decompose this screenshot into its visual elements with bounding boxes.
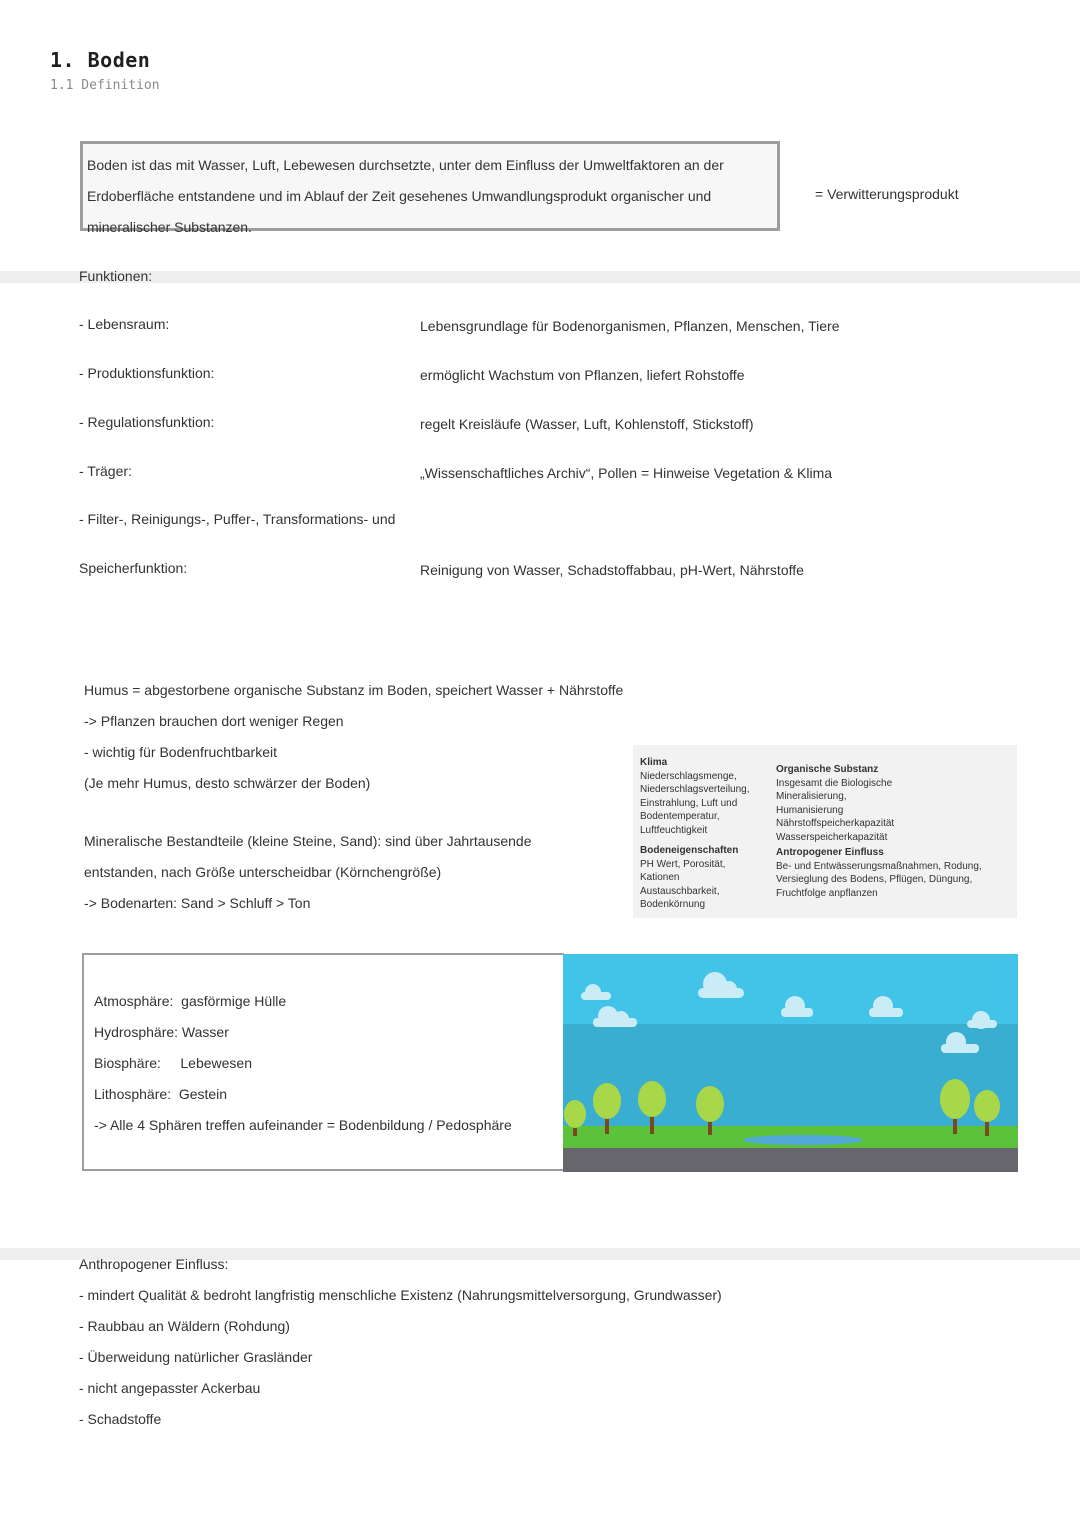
definition-line: mineralischer Substanzen.: [87, 219, 252, 235]
factor-line: Mineralisierung,: [776, 791, 847, 802]
soil-factors-panel: [633, 745, 1017, 918]
definition-side-note: = Verwitterungsprodukt: [815, 186, 959, 202]
section-subtitle: 1.1 Definition: [50, 78, 160, 93]
factor-organisch: [776, 763, 894, 844]
factor-title: Antropogener Einfluss: [776, 847, 884, 858]
page-title: 1. Boden: [50, 48, 151, 72]
humus-line: (Je mehr Humus, desto schwärzer der Boden): [84, 775, 371, 791]
function-label: - Träger:: [79, 463, 132, 479]
mineral-line: -> Bodenarten: Sand > Schluff > Ton: [84, 895, 311, 911]
function-label: - Regulationsfunktion:: [79, 414, 215, 430]
function-desc: Lebensgrundlage für Bodenorganismen, Pflanzen, Menschen, Tiere: [420, 318, 840, 334]
humus-notes: [84, 675, 623, 799]
definition-line: Erdoberfläche entstandene und im Ablauf der Zeit gesehenes Umwandlungsprodukt organischer und: [87, 188, 712, 204]
landscape-illustration: [563, 954, 1018, 1172]
factor-line: Luftfeuchtigkeit: [640, 824, 708, 836]
factor-line: Einstrahlung, Luft und: [640, 797, 738, 809]
factor-line: Nährstoffspeicherkapazität: [776, 818, 895, 829]
function-desc: „Wissenschaftliches Archiv“, Pollen = Hinweise Vegetation & Klima: [420, 465, 833, 481]
anthro-heading: Anthropogener Einfluss:: [79, 1256, 229, 1272]
spheres-box: [82, 953, 564, 1171]
function-desc: regelt Kreisläufe (Wasser, Luft, Kohlenstoff, Stickstoff): [420, 416, 754, 432]
factor-line: Versieglung des Bodens, Pflügen, Düngung,: [776, 874, 973, 885]
function-label: - Filter-, Reinigungs-, Puffer-, Transformations- und: [79, 511, 396, 527]
factor-antropogen: [776, 846, 982, 900]
factor-title: Klima: [640, 757, 668, 768]
function-label: - Produktionsfunktion:: [79, 365, 215, 381]
factor-line: Wasserspeicherkapazität: [776, 831, 888, 843]
function-label: - Lebensraum:: [79, 316, 170, 332]
mineral-line: entstanden, nach Größe unterscheidbar (Körnchengröße): [84, 864, 442, 880]
definition-line: Boden ist das mit Wasser, Luft, Lebewesen durchsetzte, unter dem Einfluss der Umweltfaktoren an der: [87, 157, 724, 173]
humus-line: Humus = abgestorbene organische Substanz im Boden, speichert Wasser + Nährstoffe: [84, 682, 624, 698]
humus-line: - wichtig für Bodenfruchtbarkeit: [84, 744, 277, 760]
sphere-line: Biosphäre: Lebewesen: [94, 1055, 252, 1071]
sphere-line: Atmosphäre: gasförmige Hülle: [94, 993, 287, 1009]
factor-line: Fruchtfolge anpflanzen: [776, 887, 878, 899]
function-desc: Reinigung von Wasser, Schadstoffabbau, pH-Wert, Nährstoffe: [420, 562, 804, 578]
factor-line: Be- und Entwässerungsmaßnahmen, Rodung,: [776, 860, 982, 872]
sphere-line: Hydrosphäre: Wasser: [94, 1024, 229, 1040]
factor-line: Insgesamt die Biologische: [776, 777, 893, 789]
factor-line: Niederschlagsmenge,: [640, 770, 737, 782]
functions-heading: Funktionen:: [79, 268, 153, 284]
function-label: Speicherfunktion:: [79, 560, 188, 576]
mineral-notes: [84, 826, 532, 919]
factor-line: Austauschbarkeit,: [640, 885, 720, 897]
anthro-line: - Schadstoffe: [79, 1411, 162, 1427]
factor-bodeneigenschaften: [640, 844, 738, 912]
definition-box: [80, 141, 780, 235]
factor-line: Bodentemperatur,: [640, 811, 720, 822]
factor-title: Bodeneigenschaften: [640, 845, 739, 856]
anthro-line: - nicht angepasster Ackerbau: [79, 1380, 261, 1396]
sphere-line: Lithosphäre: Gestein: [94, 1086, 228, 1102]
section-divider: [0, 271, 1080, 283]
anthro-line: - Überweidung natürlicher Grasländer: [79, 1349, 313, 1365]
factor-klima: [640, 756, 750, 837]
mineral-line: Mineralische Bestandteile (kleine Steine, Sand): sind über Jahrtausende: [84, 833, 532, 849]
factor-line: Kationen: [640, 872, 680, 883]
ground: [563, 1148, 1018, 1172]
anthropogenic-notes: [79, 1249, 722, 1435]
sphere-line: -> Alle 4 Sphären treffen aufeinander = Bodenbildung / Pedosphäre: [94, 1117, 512, 1133]
factor-title: Organische Substanz: [776, 764, 879, 775]
function-desc: ermöglicht Wachstum von Pflanzen, liefert Rohstoffe: [420, 367, 745, 383]
anthro-line: - mindert Qualität & bedroht langfristig menschliche Existenz (Nahrungsmittelversorgung, Grundwasser): [79, 1287, 722, 1303]
pond: [743, 1135, 863, 1145]
factor-line: Niederschlagsverteilung,: [640, 784, 750, 795]
factor-line: Humanisierung: [776, 804, 844, 816]
factor-line: PH Wert, Porosität,: [640, 858, 726, 870]
humus-line: -> Pflanzen brauchen dort weniger Regen: [84, 713, 344, 729]
anthro-line: - Raubbau an Wäldern (Rohdung): [79, 1318, 290, 1334]
factor-line: Bodenkörnung: [640, 899, 706, 910]
